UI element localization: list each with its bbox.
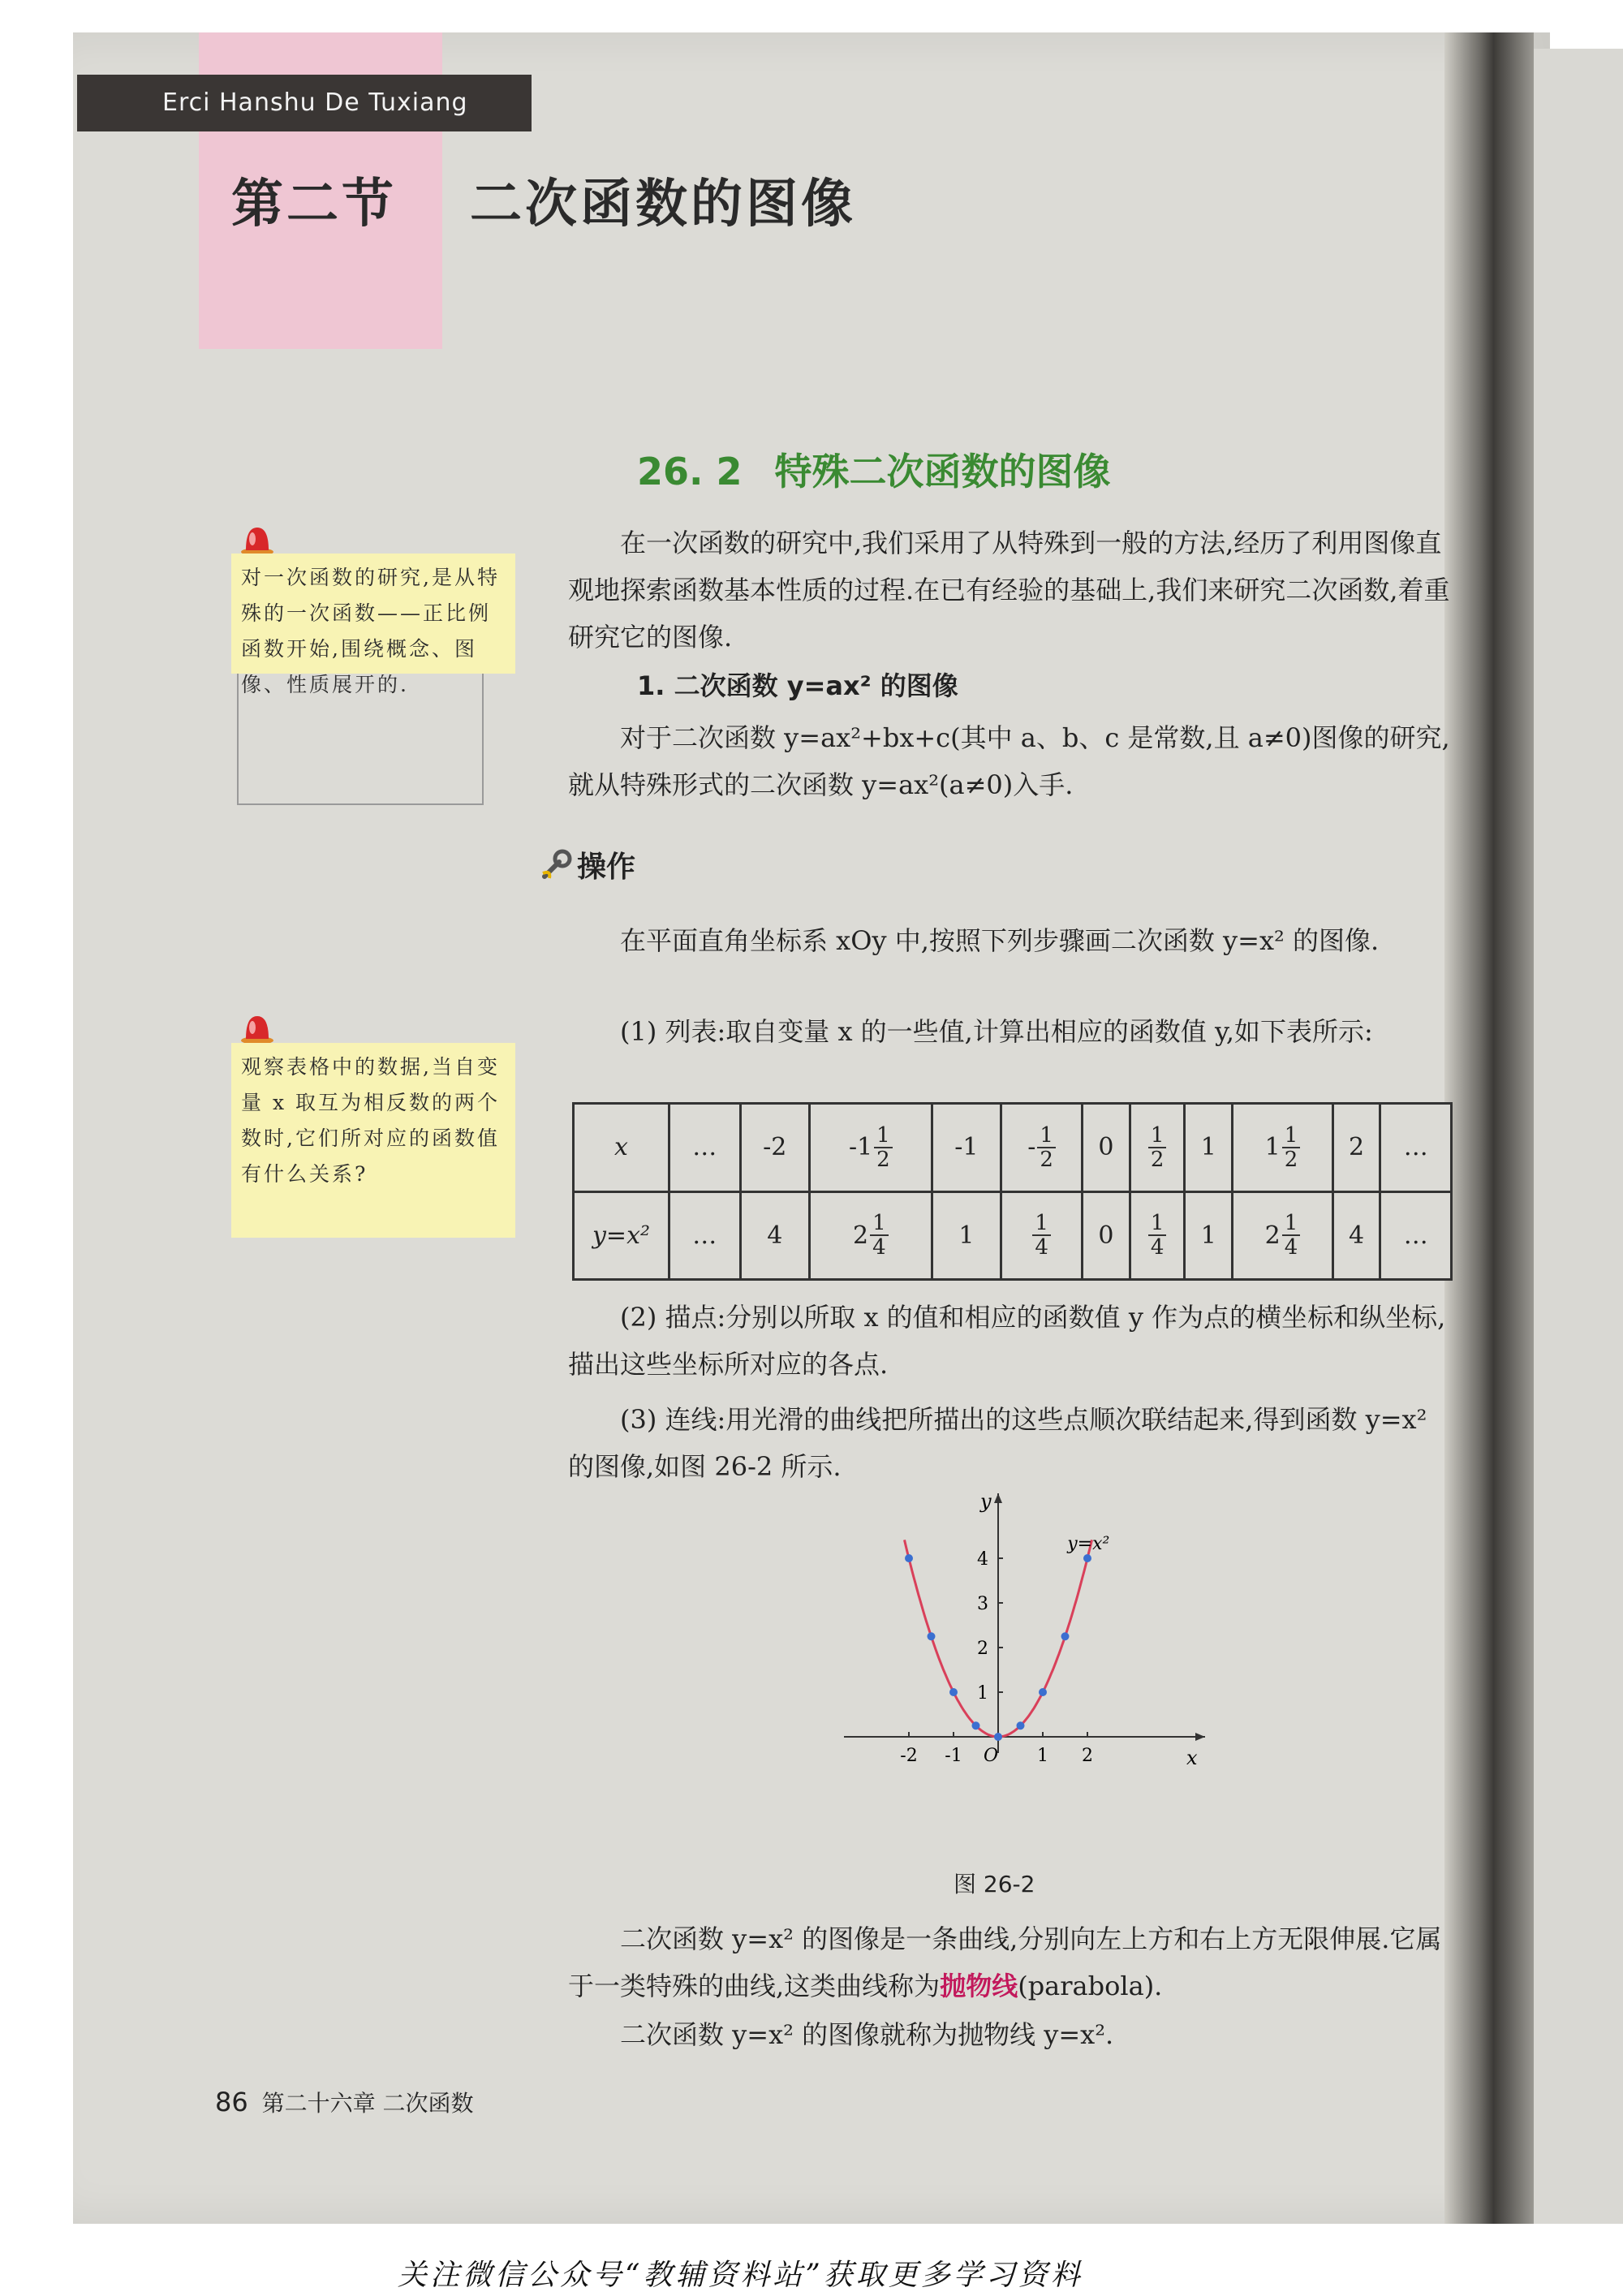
y-tick-label: 3 — [977, 1594, 988, 1614]
alarm-icon — [239, 1008, 275, 1045]
data-point — [972, 1721, 980, 1730]
table-cell: 1 — [1185, 1104, 1233, 1192]
table-cell: $\frac{1}{2}$ — [1130, 1104, 1185, 1192]
conclusion-line2: 二次函数 y=x² 的图像就称为抛物线 y=x². — [620, 2019, 1114, 2050]
curve-label: y=x² — [1067, 1534, 1110, 1554]
table-cell: -1 $\frac{1}{2}$ — [810, 1104, 932, 1192]
page-number: 86 — [215, 2087, 248, 2117]
page-footer — [215, 2086, 474, 2118]
alarm-icon — [239, 519, 275, 557]
table-header-x: x — [574, 1104, 669, 1192]
term-parabola: 抛物线 — [940, 1971, 1018, 2001]
parabola-figure — [836, 1485, 1225, 1794]
conclusion-text: 二次函数 y=x² 的图像是一条曲线,分别向左上方和右上方无限伸展.它属于一类特殊的曲线,这类曲线称为 — [568, 1923, 1442, 2001]
y-axis-arrow — [994, 1493, 1002, 1503]
table-cell: 1 — [932, 1191, 1001, 1280]
table-cell: 0 — [1083, 1104, 1130, 1192]
step2-text: (2) 描点:分别以所取 x 的值和相应的函数值 y 作为点的横坐标和纵坐标,描出这些坐标所对应的各点. — [568, 1302, 1446, 1380]
sidenote-1: 对一次函数的研究,是从特殊的一次函数——正比例函数开始,围绕概念、图像、性质展开的. — [231, 554, 515, 674]
table-cell: 2 — [1332, 1104, 1380, 1192]
data-point — [1061, 1632, 1070, 1640]
table-row — [574, 1191, 1452, 1280]
subsection-number: 26. 2 — [637, 450, 743, 493]
conclusion-english: (parabola). — [1018, 1971, 1163, 2001]
operation-heading — [540, 844, 635, 885]
data-point — [949, 1688, 958, 1696]
book-gutter — [1444, 32, 1534, 2224]
operation-text: 在平面直角坐标系 xOy 中,按照下列步骤画二次函数 y=x² 的图像. — [620, 925, 1380, 956]
section-title — [231, 162, 856, 237]
origin-label: O — [984, 1746, 999, 1766]
x-tick-label: 2 — [1082, 1746, 1093, 1766]
part1-heading: 1. 二次函数 y=ax² 的图像 — [637, 670, 958, 701]
x-tick-label: 1 — [1037, 1746, 1048, 1766]
step1-text: (1) 列表:取自变量 x 的一些值,计算出相应的函数值 y,如下表所示: — [620, 1016, 1373, 1047]
chapter-banner: Erci Hanshu De Tuxiang — [77, 75, 532, 131]
x-axis-arrow — [1195, 1733, 1205, 1741]
table-cell: … — [669, 1104, 741, 1192]
table-cell: 1 $\frac{1}{2}$ — [1233, 1104, 1333, 1192]
table-row — [574, 1104, 1452, 1192]
table-cell: 2 $\frac{1}{4}$ — [810, 1191, 932, 1280]
sidenote-1-frame — [237, 674, 484, 805]
data-point — [1017, 1721, 1025, 1730]
values-table — [572, 1102, 1453, 1281]
next-page-edge — [1534, 49, 1623, 2224]
section-number: 第二节 — [231, 174, 397, 235]
table-header-y: y=x² — [574, 1191, 669, 1280]
data-point — [1039, 1688, 1047, 1696]
table-cell: … — [1380, 1191, 1452, 1280]
table-cell: -1 — [932, 1104, 1001, 1192]
data-point — [994, 1733, 1002, 1741]
y-tick-label: 1 — [977, 1683, 988, 1704]
table-cell: - $\frac{1}{2}$ — [1001, 1104, 1083, 1192]
table-cell: 4 — [1332, 1191, 1380, 1280]
subsection-name: 特殊二次函数的图像 — [774, 450, 1111, 493]
table-cell: … — [1380, 1104, 1452, 1192]
table-cell: 1 — [1185, 1191, 1233, 1280]
data-point — [1083, 1554, 1091, 1562]
subsection-title — [637, 442, 1111, 496]
step3-text: (3) 连线:用光滑的曲线把所描出的这些点顺次联结起来,得到函数 y=x² 的图像,如图 26-2 所示. — [568, 1404, 1427, 1482]
x-tick-label: -1 — [945, 1746, 962, 1766]
table-cell: 0 — [1083, 1191, 1130, 1280]
table-cell: … — [669, 1191, 741, 1280]
y-axis-label: y — [980, 1490, 992, 1513]
section-name: 二次函数的图像 — [470, 174, 856, 235]
table-cell: 2 $\frac{1}{4}$ — [1233, 1191, 1333, 1280]
wrench-icon — [540, 849, 572, 881]
y-tick-label: 2 — [977, 1639, 988, 1659]
table-cell: $\frac{1}{4}$ — [1130, 1191, 1185, 1280]
chapter-name: 第二十六章 二次函数 — [261, 2090, 474, 2117]
figure-caption: 图 26-2 — [954, 1871, 1035, 1898]
table-cell: $\frac{1}{4}$ — [1001, 1191, 1083, 1280]
x-tick-label: -2 — [900, 1746, 918, 1766]
data-point — [905, 1554, 913, 1562]
conclusion-paragraph — [568, 1915, 1461, 2010]
x-axis-label: x — [1186, 1747, 1198, 1769]
sidenote-2: 观察表格中的数据,当自变量 x 取互为相反数的两个数时,它们所对应的函数值有什么关系? — [231, 1043, 515, 1238]
intro-paragraph: 在一次函数的研究中,我们采用了从特殊到一般的方法,经历了利用图像直观地探索函数基本性质的过程.在已有经验的基础上,我们来研究二次函数,着重研究它的图像. — [568, 528, 1450, 653]
table-cell: -2 — [740, 1104, 810, 1192]
part1-text: 对于二次函数 y=ax²+bx+c(其中 a、b、c 是常数,且 a≠0)图像的研究,就从特殊形式的二次函数 y=ax²(a≠0)入手. — [568, 722, 1450, 800]
table-cell: 4 — [740, 1191, 810, 1280]
watermark-text: 关注微信公众号“教辅资料站”获取更多学习资料 — [398, 2259, 1083, 2292]
data-point — [928, 1632, 936, 1640]
y-tick-label: 4 — [977, 1549, 988, 1570]
operation-label: 操作 — [577, 851, 636, 884]
